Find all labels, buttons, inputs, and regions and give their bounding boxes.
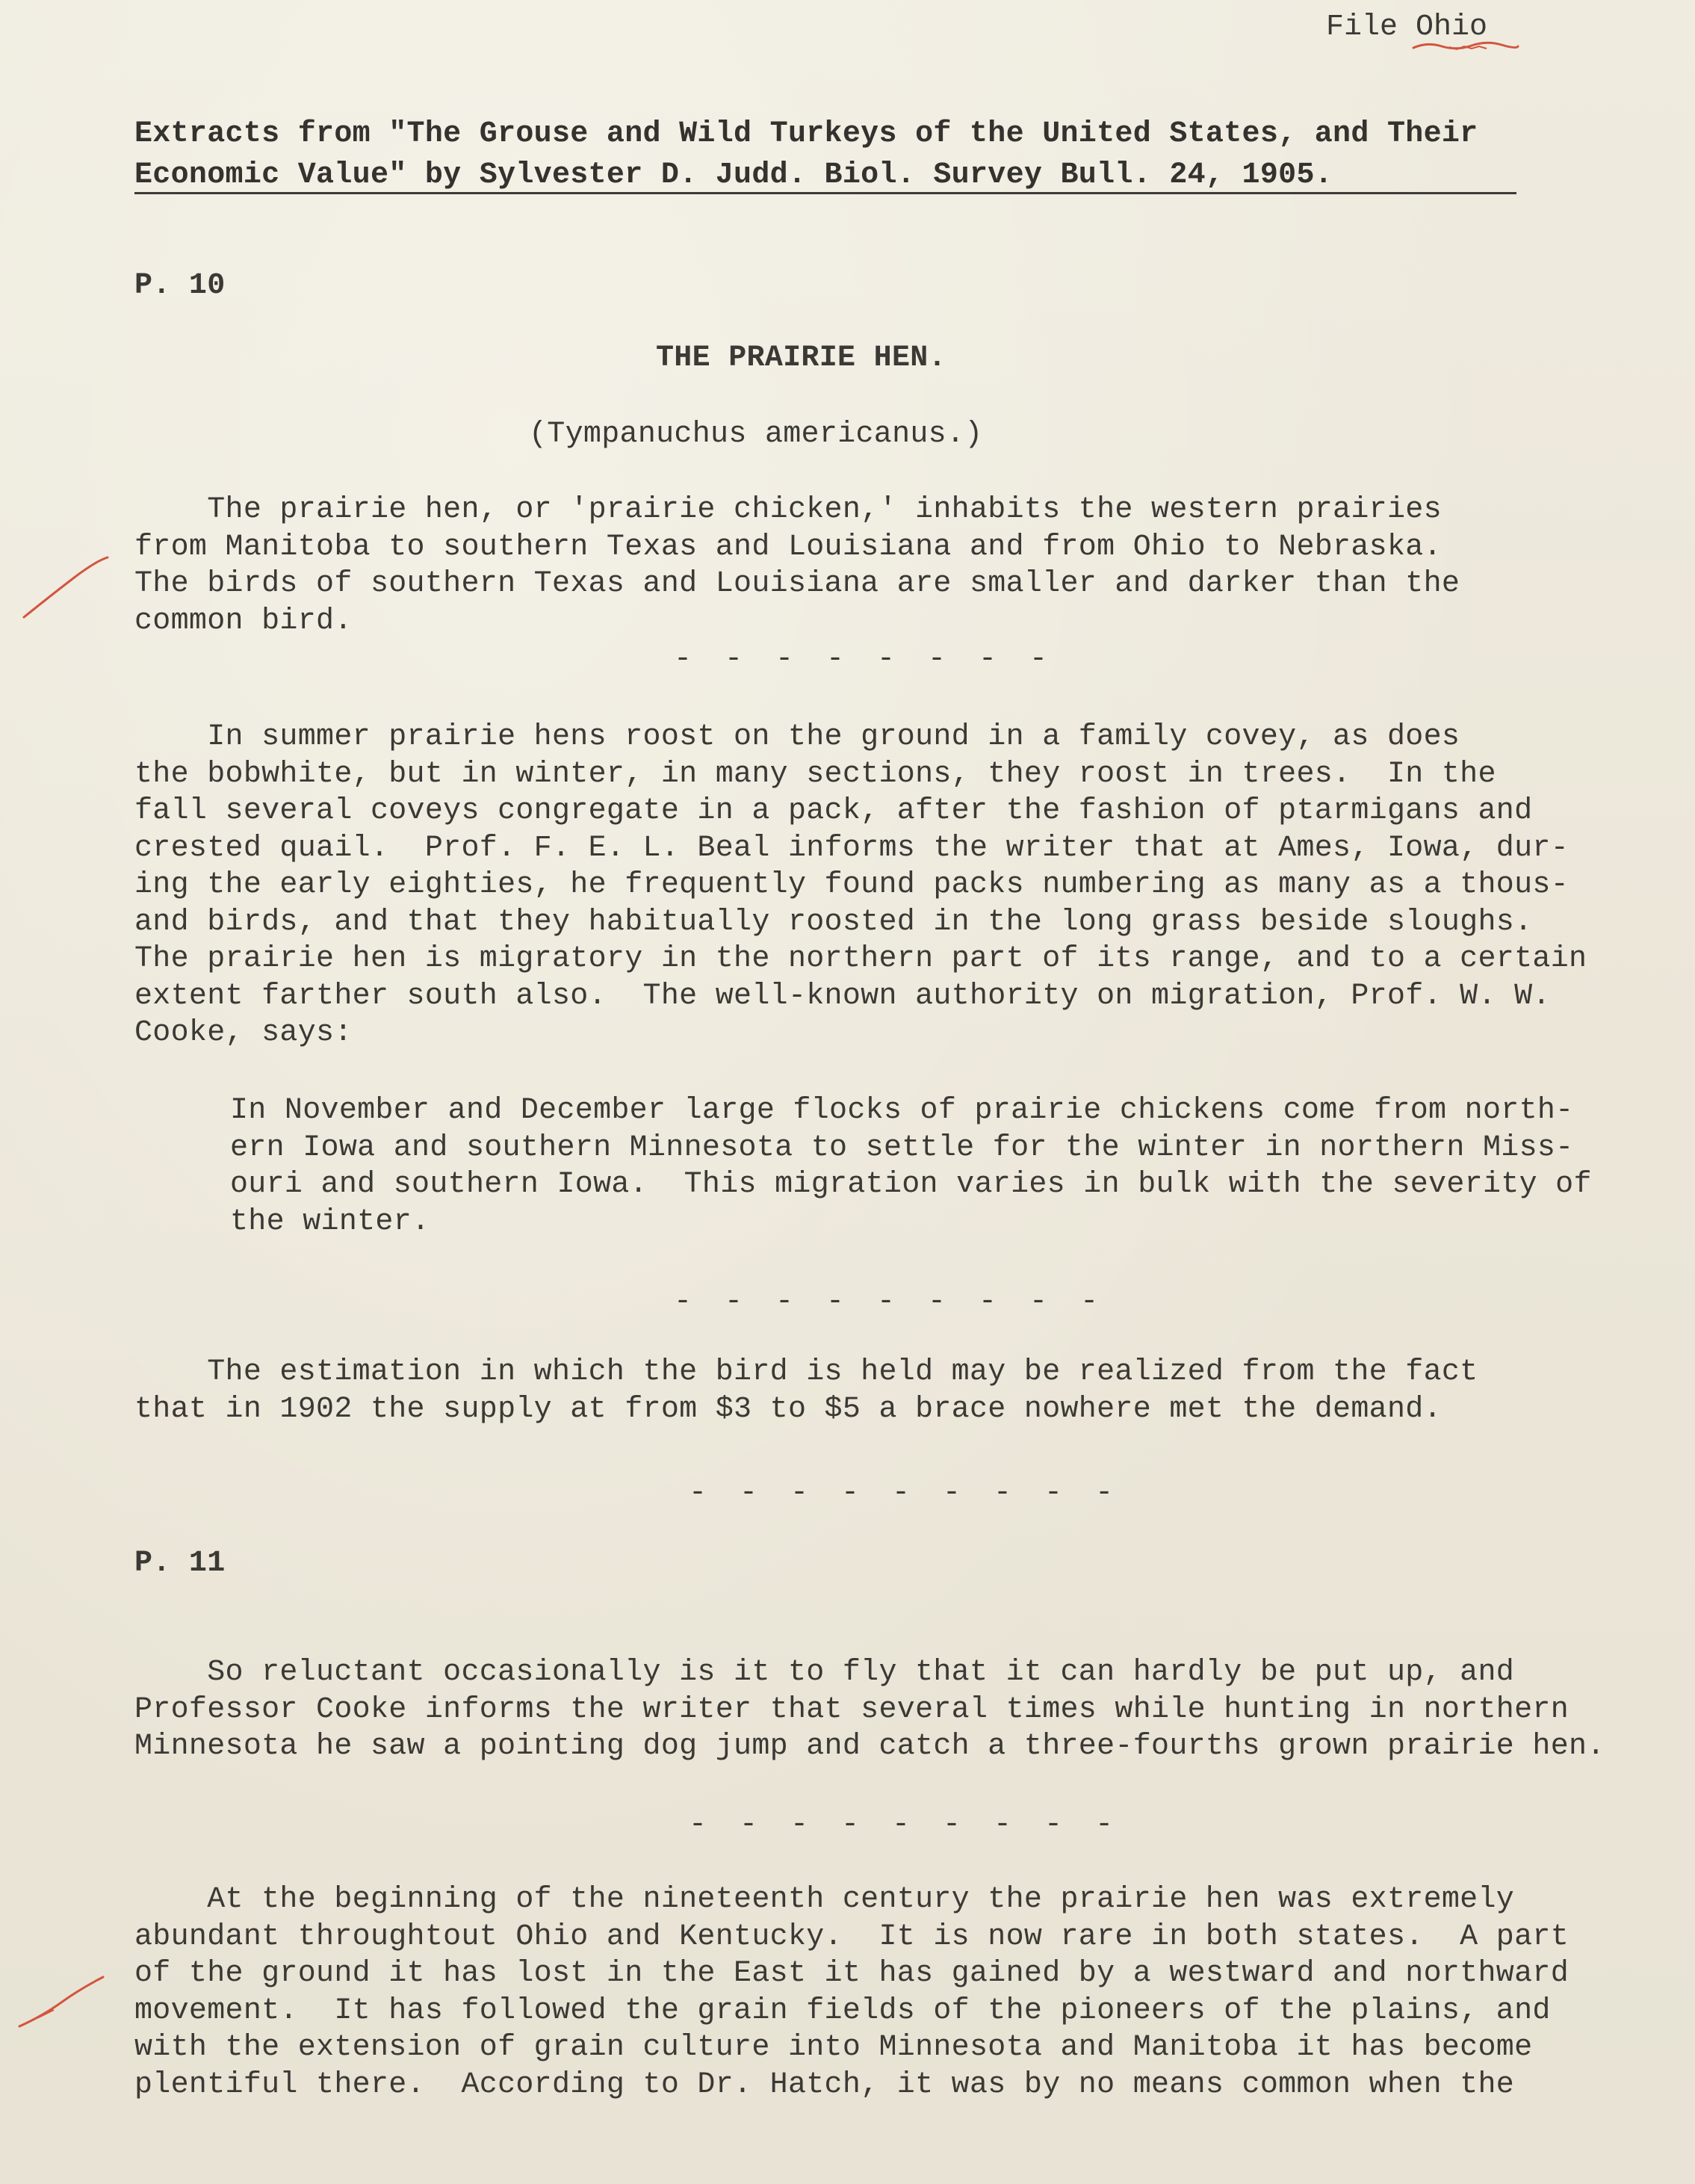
red-underline-mark bbox=[1412, 39, 1520, 54]
separator-dashes-3: - - - - - - - - - bbox=[689, 1476, 1121, 1510]
paragraph-2: In summer prairie hens roost on the ground in a family covey, as does the bobwhite, but in winter, in many sections, they roost in trees. In the fall several coveys congregate in a pack, after the fashion of ptarmigans and crested quail. Prof. F. E. L. Beal informs the writer that at Ames, Iowa, dur- ing the early eighties, he frequently found packs numbering as many as a thous- and birds, and that they habitually roosted in the long grass beside sloughs. The prairie hen is migratory in the northern part of its range, and to a certain extent farther south also. The well-known authority on migration, Prof. W. W. Cooke, says: bbox=[134, 720, 1587, 1050]
paragraph-3: The estimation in which the bird is held may be realized from the fact that in 1902 the supply at from $3 to $5 a brace nowhere met the demand. bbox=[134, 1355, 1478, 1426]
paragraph-1: The prairie hen, or 'prairie chicken,' inhabits the western prairies from Manitoba to southern Texas and Louisiana and from Ohio to Nebraska. The birds of southern Texas and Louisiana are smaller and darker than the common bird. bbox=[134, 493, 1460, 638]
page-reference-p10: P. 10 bbox=[134, 269, 226, 303]
document-title-line-1: Extracts from "The Grouse and Wild Turkeys of the United States, and Their bbox=[134, 117, 1478, 151]
document-title-line-2: Economic Value" by Sylvester D. Judd. Biol. Survey Bull. 24, 1905. bbox=[134, 158, 1333, 192]
paragraph-4: So reluctant occasionally is it to fly that it can hardly be put up, and Professor Cooke informs the writer that several times while hunting in northern Minnesota he saw a pointing dog jump and catch a three-fourths grown prairie hen. bbox=[134, 1656, 1605, 1763]
paragraph-5: At the beginning of the nineteenth century the prairie hen was extremely abundant throughtout Ohio and Kentucky. It is now rare in both states. A part of the ground it has lost in the East it has gained by a westward and northward movement. It has followed the grain fields of the pioneers of the plains, and with the extension of grain culture into Minnesota and Manitoba it has become plentiful there. According to Dr. Hatch, it was by no means common when the bbox=[134, 1883, 1569, 2102]
separator-dashes-2: - - - - - - - - - bbox=[674, 1285, 1106, 1319]
red-margin-mark-2 bbox=[16, 1973, 106, 2032]
section-subheading: (Tympanuchus americanus.) bbox=[529, 418, 983, 451]
separator-dashes-1: - - - - - - - - bbox=[674, 643, 1056, 676]
page-reference-p11: P. 11 bbox=[134, 1547, 226, 1580]
section-heading: THE PRAIRIE HEN. bbox=[656, 341, 946, 375]
red-margin-mark-1 bbox=[21, 554, 111, 622]
separator-dashes-4: - - - - - - - - - bbox=[689, 1808, 1121, 1842]
title-underline bbox=[134, 192, 1516, 194]
block-quote: In November and December large flocks of prairie chickens come from north- ern Iowa and southern Minnesota to settle for the winter in northern Miss- ouri and southern Iowa. This migration varies in bulk with the severity of the winter. bbox=[230, 1094, 1592, 1239]
file-label: File Ohio bbox=[1326, 10, 1488, 44]
